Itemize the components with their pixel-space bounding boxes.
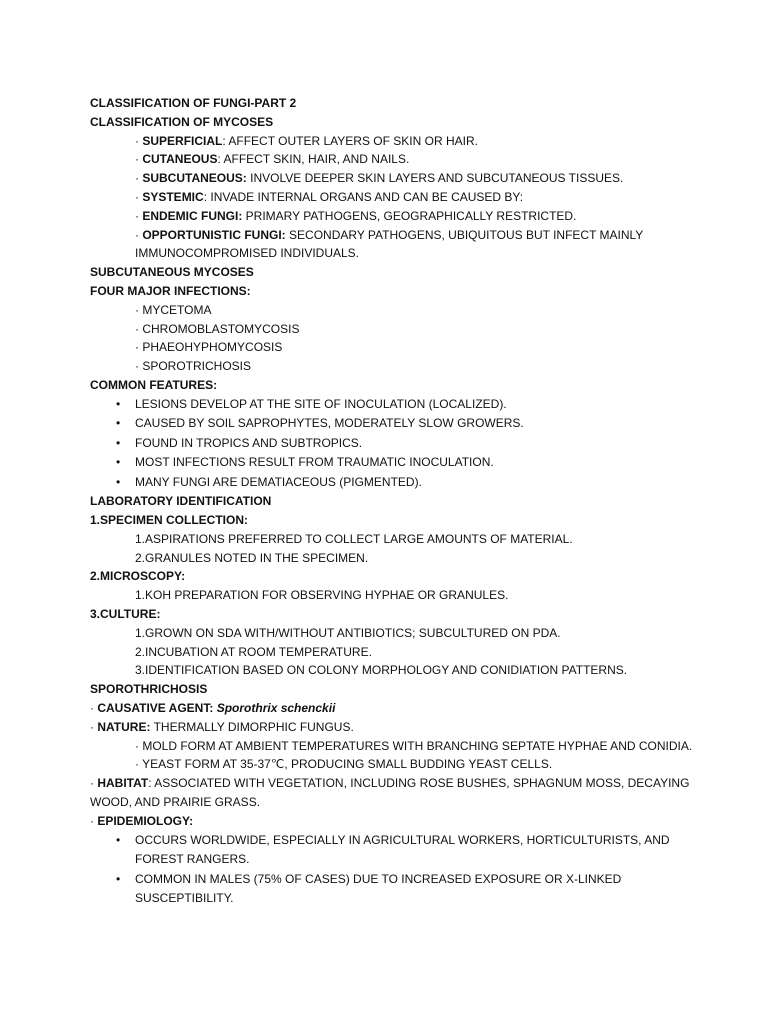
list-item: 1.ASPIRATIONS PREFERRED TO COLLECT LARGE AMOUNTS OF MATERIAL. [135,531,573,546]
list-item: · SPOROTRICHOSIS [135,359,252,374]
mycoses-item: · OPPORTUNISTIC FUNGI: SECONDARY PATHOGENS, UBIQUITOUS BUT INFECT MAINLY [135,227,644,242]
bullet-item-continuation: FOREST RANGERS. [135,852,250,867]
culture-heading: 3.CULTURE: [90,607,161,622]
bullet-icon: • [116,832,121,847]
bullet-item: • OCCURS WORLDWIDE, ESPECIALLY IN AGRICULTURAL WORKERS, HORTICULTURISTS, AND [90,831,690,851]
mycoses-item: · SYSTEMIC: INVADE INTERNAL ORGANS AND CAN BE CAUSED BY: [135,189,524,204]
bullet-icon: • [116,871,121,886]
specimen-heading: 1.SPECIMEN COLLECTION: [90,513,249,528]
major-infections-heading: FOUR MAJOR INFECTIONS: [90,283,251,298]
bullet-item: • COMMON IN MALES (75% OF CASES) DUE TO INCREASED EXPOSURE OR X-LINKED [90,870,690,890]
microscopy-heading: 2.MICROSCOPY: [90,569,186,584]
mycoses-item-continuation: IMMUNOCOMPROMISED INDIVIDUALS. [135,246,360,261]
list-item: 2.GRANULES NOTED IN THE SPECIMEN. [135,550,369,565]
bullet-icon: • [116,455,121,470]
sporotrichosis-heading: SPOROTHRICHOSIS [90,682,208,697]
mycoses-item: · SUPERFICIAL: AFFECT OUTER LAYERS OF SKIN OR HAIR. [135,133,478,148]
document-body [90,94,693,909]
bullet-icon: • [116,396,121,411]
document-title: CLASSIFICATION OF FUNGI-PART 2 [90,96,297,110]
bullet-item-continuation: SUSCEPTIBILITY. [135,891,234,906]
common-features-heading: COMMON FEATURES: [90,377,218,392]
habitat-continuation: WOOD, AND PRAIRIE GRASS. [90,795,261,809]
list-item: · CHROMOBLASTOMYCOSIS [135,321,300,336]
list-item: 3.IDENTIFICATION BASED ON COLONY MORPHOLOGY AND CONIDIATION PATTERNS. [135,663,628,678]
bullet-icon: • [116,474,121,489]
nature: · NATURE: THERMALLY DIMORPHIC FUNGUS. [90,719,354,734]
bullet-item: • MOST INFECTIONS RESULT FROM TRAUMATIC INOCULATION. [90,453,690,473]
mycoses-item: · ENDEMIC FUNGI: PRIMARY PATHOGENS, GEOGRAPHICALLY RESTRICTED. [135,208,577,223]
epidemiology: · EPIDEMIOLOGY: [90,813,194,828]
subcutaneous-heading: SUBCUTANEOUS MYCOSES [90,265,254,280]
list-item: · MOLD FORM AT AMBIENT TEMPERATURES WITH BRANCHING SEPTATE HYPHAE AND CONIDIA. [135,738,693,753]
causative-agent: · CAUSATIVE AGENT: Sporothrix schenckii [90,701,336,716]
list-item: 1.GROWN ON SDA WITH/WITHOUT ANTIBIOTICS; SUBCULTURED ON PDA. [135,625,561,640]
list-item: 1.KOH PREPARATION FOR OBSERVING HYPHAE OR GRANULES. [135,588,509,603]
mycoses-heading: CLASSIFICATION OF MYCOSES [90,114,274,129]
habitat: · HABITAT: ASSOCIATED WITH VEGETATION, INCLUDING ROSE BUSHES, SPHAGNUM MOSS, DECAYING [90,776,690,791]
bullet-icon: • [116,416,121,431]
mycoses-item: · SUBCUTANEOUS: INVOLVE DEEPER SKIN LAYERS AND SUBCUTANEOUS TISSUES. [135,171,624,186]
bullet-item: • FOUND IN TROPICS AND SUBTROPICS. [90,434,690,454]
bullet-item: • CAUSED BY SOIL SAPROPHYTES, MODERATELY SLOW GROWERS. [90,414,690,434]
list-item: · MYCETOMA [135,302,212,317]
bullet-icon: • [116,435,121,450]
bullet-item: • MANY FUNGI ARE DEMATIACEOUS (PIGMENTED). [90,473,690,493]
mycoses-item: · CUTANEOUS: AFFECT SKIN, HAIR, AND NAILS. [135,152,410,167]
list-item: 2.INCUBATION AT ROOM TEMPERATURE. [135,644,372,659]
list-item: · YEAST FORM AT 35-37℃, PRODUCING SMALL BUDDING YEAST CELLS. [135,757,553,772]
lab-identification-heading: LABORATORY IDENTIFICATION [90,494,272,509]
bullet-item: • LESIONS DEVELOP AT THE SITE OF INOCULATION (LOCALIZED). [90,395,690,415]
list-item: · PHAEOHYPHOMYCOSIS [135,340,283,355]
